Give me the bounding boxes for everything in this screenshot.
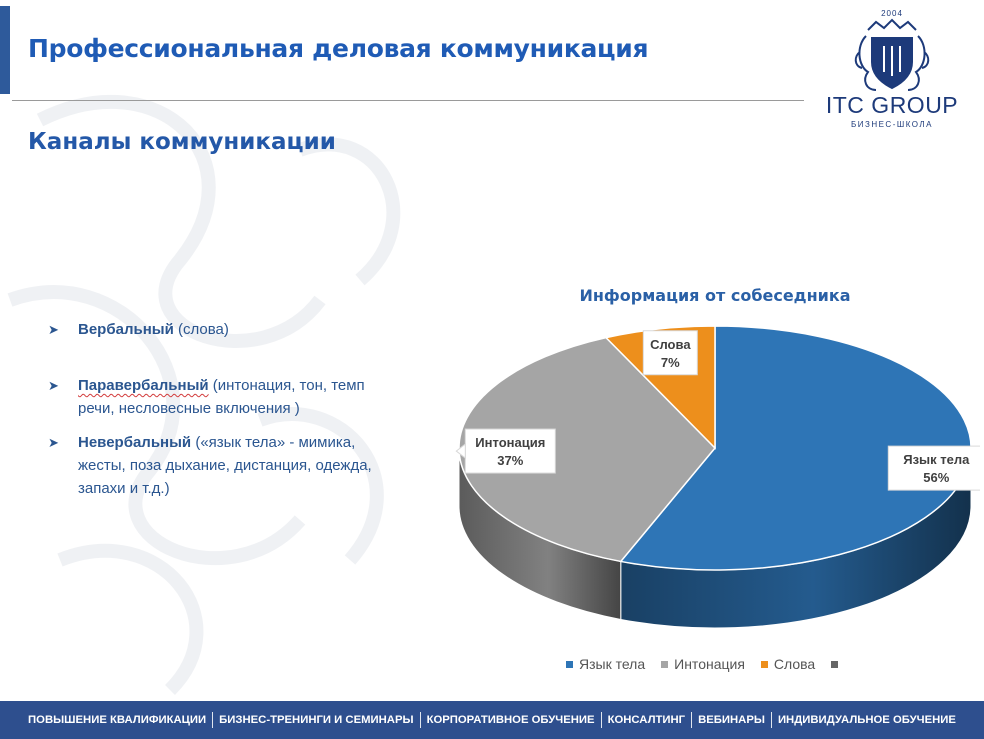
- channel-verbal: [48, 318, 388, 341]
- arrow-bullet-icon: ➤: [48, 435, 59, 450]
- footer-separator: [601, 712, 602, 728]
- pie-label-value: 37%: [497, 453, 524, 469]
- channel-term: Вербальный: [78, 321, 174, 338]
- legend-swatch: [761, 661, 768, 668]
- footer-link-training[interactable]: ПОВЫШЕНИЕ КВАЛИФИКАЦИИ: [28, 714, 207, 726]
- channel-term: Невербальный: [78, 434, 192, 451]
- pie-data-label-1: [456, 429, 555, 473]
- channel-term: Паравербальный: [78, 377, 209, 394]
- arrow-bullet-icon: ➤: [48, 322, 59, 337]
- legend-label: Язык тела: [579, 656, 646, 672]
- legend-item: [566, 656, 645, 672]
- legend-swatch: [831, 661, 838, 668]
- pie-data-label-0: [888, 446, 980, 490]
- slide-title: Профессиональная деловая коммуникация: [28, 34, 649, 63]
- pie-label-category: Слова: [650, 336, 691, 352]
- title-accent-bar: [0, 6, 10, 94]
- legend-swatch: [661, 661, 668, 668]
- channel-description: (интонация, тон, темп речи, несловесные включения ): [78, 377, 365, 417]
- legend-label: Интонация: [674, 656, 745, 672]
- chart-title: Информация от собеседника: [579, 286, 851, 305]
- itc-group-logo: [824, 4, 960, 134]
- footer-link-webinars[interactable]: ВЕБИНАРЫ: [698, 714, 765, 726]
- channel-list: [48, 318, 388, 500]
- crest-icon: [852, 16, 932, 96]
- channel-description: («язык тела» - мимика, жесты, поза дыхание, дистанция, одежда, запахи и т.д.): [78, 434, 372, 497]
- footer-link-seminars[interactable]: БИЗНЕС-ТРЕНИНГИ И СЕМИНАРЫ: [219, 714, 414, 726]
- title-divider: [12, 100, 804, 101]
- footer-separator: [420, 712, 421, 728]
- legend-item: [831, 656, 838, 672]
- channel-nonverbal: [48, 431, 388, 500]
- legend-item: [661, 656, 745, 672]
- footer-link-consulting[interactable]: КОНСАЛТИНГ: [607, 714, 686, 726]
- pie-chart: [440, 300, 980, 640]
- channel-description: (слова): [173, 321, 229, 338]
- logo-wordmark: ITC GROUP: [825, 92, 959, 118]
- pie-label-value: 7%: [660, 354, 680, 370]
- channel-paraverbal: [48, 374, 388, 420]
- pie-label-value: 56%: [923, 470, 950, 486]
- legend-item: [761, 656, 815, 672]
- footer-separator: [212, 712, 213, 728]
- section-subtitle: Каналы коммуникации: [28, 129, 336, 155]
- legend-label: Слова: [773, 656, 816, 672]
- footer-separator: [771, 712, 772, 728]
- chart-legend: [566, 656, 838, 672]
- legend-swatch: [566, 661, 573, 668]
- footer-nav: [0, 701, 984, 739]
- pie-label-category: Интонация: [475, 435, 546, 451]
- footer-link-corporate[interactable]: КОРПОРАТИВНОЕ ОБУЧЕНИЕ: [426, 714, 595, 726]
- arrow-bullet-icon: ➤: [48, 378, 59, 393]
- footer-separator: [691, 712, 692, 728]
- footer-link-individual[interactable]: ИНДИВИДУАЛЬНОЕ ОБУЧЕНИЕ: [777, 714, 956, 726]
- pie-label-category: Язык тела: [903, 452, 970, 468]
- pie-data-label-2: [643, 331, 697, 375]
- logo-tagline: БИЗНЕС-ШКОЛА: [850, 120, 933, 129]
- logo-year: 2004: [881, 9, 903, 18]
